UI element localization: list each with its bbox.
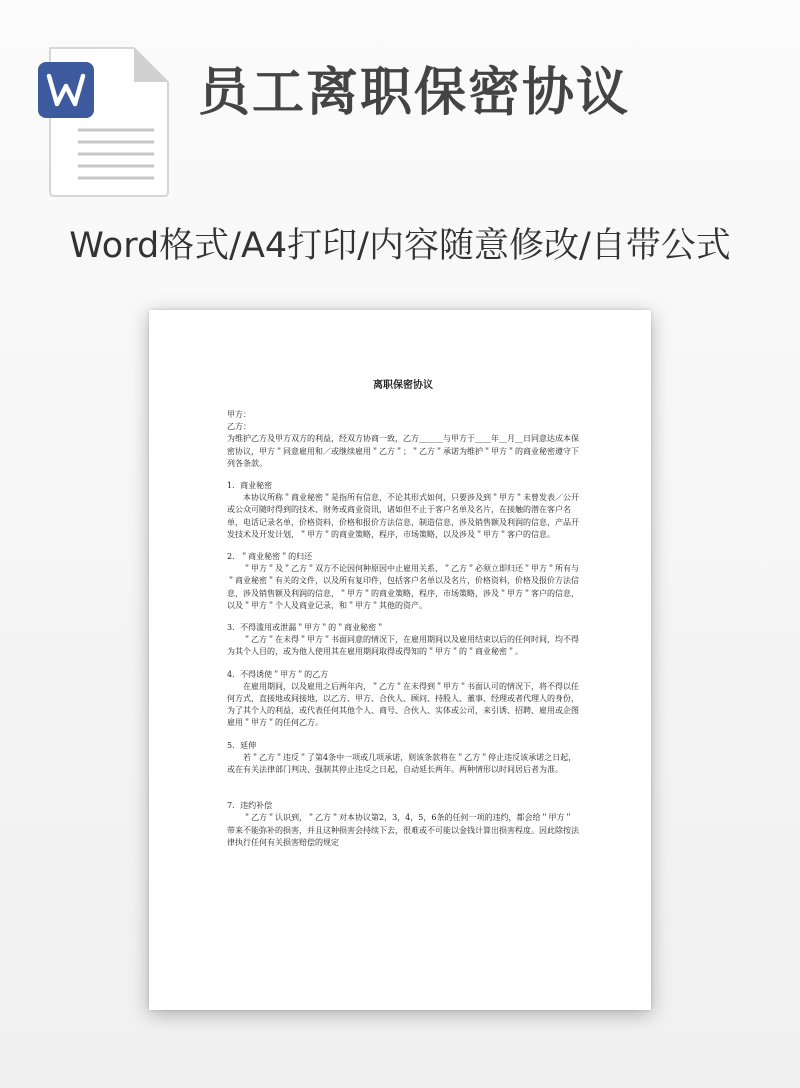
section-5-heading: 5．延伸 (227, 740, 257, 750)
section-1-body: 本协议所称＂商业秘密＂是指所有信息，不论其形式如何，只要涉及到＂甲方＂未曾发表／公开或公众可随时得到的技术、财务或商业资讯，诸如但不止于客户名单及名片，在接触的潜在客户名单，电话记录名单，价格资料，价格和报价方法信息，制造信息，涉及销售额及利润的信息，产品开发技术及开发计划，＂甲方＂的商业策略，程序，市场策略，以及涉及＂甲方＂客户的信息。 (227, 493, 579, 539)
document-title: 离职保密协议 (373, 380, 433, 391)
party-b-line: 乙方： (227, 422, 251, 432)
section-7-heading: 7．违约补偿 (227, 801, 273, 811)
section-7-body: ＂乙方＂认识到，＂乙方＂对本协议第2，3，4，5，6条的任何一项的违约，都会给＂甲方＂带来不能弥补的损害，并且这种损害会持续下去，很难或不可能以金钱计算出损害程度。因此除按法律执行任何有关损害赔偿的规定 (227, 813, 579, 847)
section-5-body: 若＂乙方＂违反＂了第4条中一项或几项承诺，则该条款将在＂乙方＂停止违反该承诺之日起，或在有关法律部门判决、强制其停止违反之日起，自动延长两年。两种情形以时间居后者为准。 (227, 752, 577, 775)
intro-paragraph: 为维护乙方及甲方双方的利益，经双方协商一致，乙方______与甲方于____年__月__日同意达成本保密协议，甲方＂同意雇用和／或继续雇用＂乙方＂；＂乙方＂承诺为维护＂甲方＂的商业秘密遵守下列各条款。 (227, 434, 579, 468)
section-3-body: ＂乙方＂在未得＂甲方＂书面同意的情况下，在雇用期间以及雇用结束以后的任何时间，均不得为其个人目的，或为他人使用其在雇用期间取得或得知的＂甲方＂的＂商业秘密＂。 (227, 635, 579, 657)
section-2-heading: 2．＂商业秘密＂的归还 (227, 552, 313, 562)
section-1-heading: 1．商业秘密 (227, 481, 273, 491)
party-a-line: 甲方： (227, 410, 251, 419)
section-4-body: 在雇用期间，以及雇用之后两年内，＂乙方＂在未得到＂甲方＂书面认可的情况下，将不得以任何方式，直接地或间接地，以乙方、甲方、合伙人、顾问、持股人、董事、经理或者代理人的身份，为了其个人的利益，或代表任何其他个人、商号、合伙人、实体或公司，来引诱、招聘、雇用或企图雇用＂甲方＂的任何乙方。 (227, 681, 579, 728)
section-2-body: ＂甲方＂及＂乙方＂双方不论因何种原因中止雇用关系，＂乙方＂必须立即归还＂甲方＂所有与＂商业秘密＂有关的文件，以及所有复印件，包括客户名单以及名片，价格资料，价格及报价方法信息，涉及销售额及利润的信息，＂甲方＂的商业策略，程序，市场策略，涉及＂甲方＂客户的信息，以及＂甲方＂个人及商业记录，和＂甲方＂其他的资产。 (227, 564, 579, 610)
document-page (149, 310, 651, 1010)
word-document-icon (38, 46, 170, 198)
section-4-heading: 4．不得诱使＂甲方＂的乙方 (227, 669, 329, 679)
page-subtitle: Word格式/A4打印/内容随意修改/自带公式 (69, 226, 731, 266)
page-title: 员工离职保密协议 (198, 63, 631, 123)
section-3-heading: 3．不得滥用或泄漏＂甲方＂的＂商业秘密＂ (227, 623, 385, 633)
section-gap (227, 776, 579, 790)
